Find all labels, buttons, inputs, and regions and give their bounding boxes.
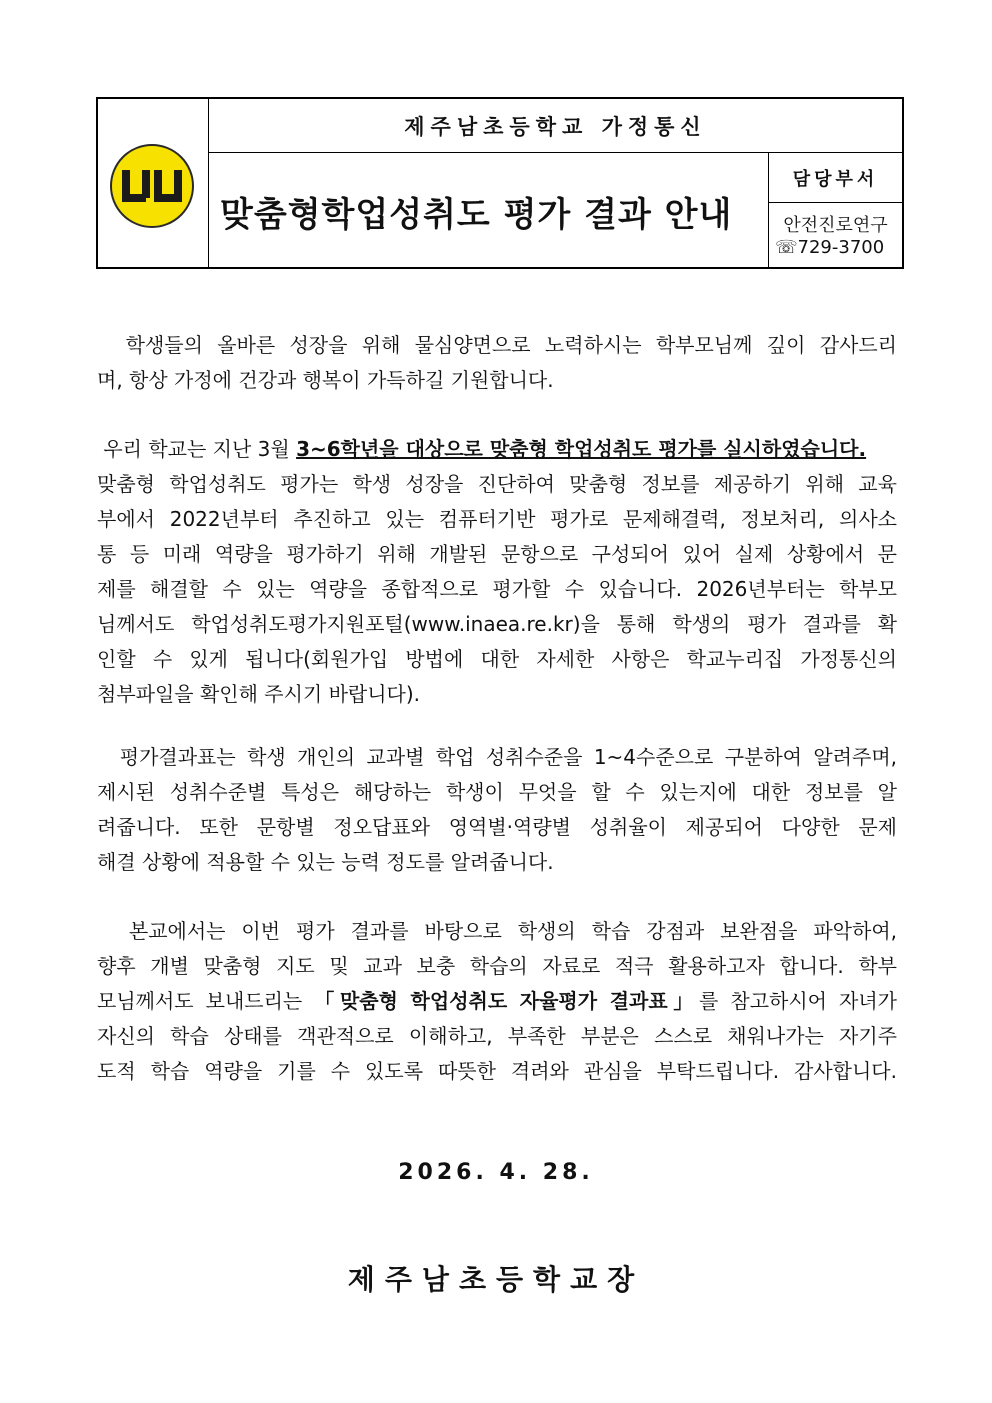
- department-phone: ☏729-3700: [775, 237, 885, 258]
- text-line: [97, 984, 897, 1019]
- text-segment: 를 참고하시어 자녀가: [699, 989, 897, 1013]
- logo-cell: [98, 99, 209, 267]
- text-line: 제시된 성취수준별 특성은 해당하는 학생이 무엇을 할 수 있는지에 대한 정보를 알: [97, 780, 897, 804]
- department-name: 안전진로연구: [783, 215, 888, 236]
- text-line: 자신의 학습 상태를 객관적으로 이해하고, 부족한 부분은 스스로 채워나가는 자기주: [97, 1024, 897, 1048]
- notice-date: 2026. 4. 28.: [398, 1160, 594, 1185]
- text-segment: 우리 학교는 지난 3월: [97, 437, 297, 461]
- text-line: 인할 수 있게 됩니다(회원가입 방법에 대한 자세한 사항은 학교누리집 가정통신의: [97, 647, 897, 671]
- paragraph-assessment: [97, 432, 897, 712]
- paragraph-greeting: [97, 328, 897, 398]
- text-line: 학생들의 올바른 성장을 위해 물심양면으로 노력하시는 학부모님께 깊이 감사드리: [97, 333, 897, 357]
- department-label: 담당부서: [769, 153, 902, 203]
- text-line: 첨부파일을 확인해 주시기 바랍니다).: [97, 682, 421, 706]
- text-line: 려줍니다. 또한 문항별 정오답표와 영역별·역량별 성취율이 제공되어 다양한 문제: [97, 815, 897, 839]
- paragraph-request: [97, 914, 897, 1089]
- text-line: 도적 학습 역량을 기를 수 있도록 따뜻한 격려와 관심을 부탁드립니다. 감사합니다.: [97, 1059, 897, 1083]
- text-line: 부에서 2022년부터 추진하고 있는 컴퓨터기반 평가로 문제해결력, 정보처리, 의사소: [97, 507, 897, 531]
- school-newsletter-label: 제주남초등학교 가정통신: [209, 99, 902, 153]
- text-line: [97, 432, 897, 467]
- text-line: 통 등 미래 역량을 평가하기 위해 개발된 문항으로 구성되어 있어 실제 상황에서 문: [97, 542, 897, 566]
- text-line: 해결 상황에 적용할 수 있는 능력 정도를 알려줍니다.: [97, 850, 554, 874]
- notice-header-table: [96, 97, 904, 269]
- text-line: 평가결과표는 학생 개인의 교과별 학업 성취수준을 1~4수준으로 구분하여 알려주며,: [97, 745, 897, 769]
- text-line: 며, 항상 가정에 건강과 행복이 가득하길 기원합니다.: [97, 368, 554, 392]
- text-line: 향후 개별 맞춤형 지도 및 교과 보충 학습의 자료로 적극 활용하고자 합니다. 학부: [97, 954, 897, 978]
- text-line: 님께서도 학업성취도평가지원포털(www.inaea.re.kr)을 통해 학생의 평가 결과를 확: [97, 612, 897, 636]
- principal-signature: 제주남초등학교장: [347, 1263, 645, 1296]
- page-title: 맞춤형학업성취도 평가 결과 안내: [220, 195, 733, 235]
- paragraph-result-sheet: [97, 740, 897, 880]
- text-line: 맞춤형 학업성취도 평가는 학생 성장을 진단하여 맞춤형 정보를 제공하기 위해 교육: [97, 472, 897, 496]
- text-line: 본교에서는 이번 평가 결과를 바탕으로 학생의 학습 강점과 보완점을 파악하여,: [97, 919, 897, 943]
- school-logo: [110, 144, 194, 228]
- bold-text: 「맞춤형 학업성취도 자율평가 결과표」: [314, 989, 700, 1013]
- text-segment: 모님께서도 보내드리는: [97, 989, 315, 1013]
- emphasized-text: 3~6학년을 대상으로 맞춤형 학업성취도 평가를 실시하였습니다.: [296, 437, 867, 461]
- department-cell: [768, 153, 902, 267]
- text-line: 제를 해결할 수 있는 역량을 종합적으로 평가할 수 있습니다. 2026년부터는 학부모: [97, 577, 897, 601]
- school-logo-emblem: [122, 166, 182, 206]
